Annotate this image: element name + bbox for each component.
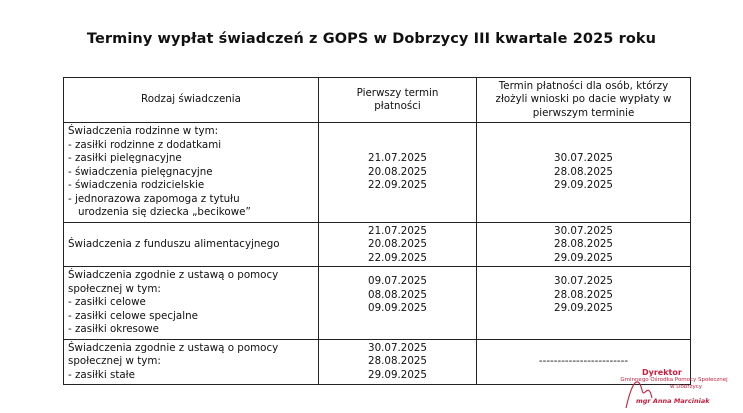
- late-term-cell: [477, 267, 691, 340]
- benefit-type-cell: [64, 267, 319, 340]
- benefit-line: Świadczenia zgodnie z ustawą o pomocy: [68, 269, 279, 281]
- benefit-line: Świadczenia rodzinne w tym:: [68, 125, 219, 137]
- benefit-type-cell: [64, 123, 319, 223]
- benefit-line: - zasiłki pielęgnacyjne: [68, 152, 182, 164]
- benefit-type-cell: [64, 339, 319, 385]
- no-date-dash: ------------------------: [538, 355, 629, 367]
- stamp-name: mgr Anna Marciniak: [636, 397, 710, 405]
- benefit-line: - jednorazowa zapomoga z tytułu: [68, 192, 240, 205]
- benefit-line: - świadczenia pielęgnacyjne: [68, 165, 213, 178]
- benefit-line: - świadczenia rodzicielskie: [68, 179, 205, 191]
- header-late-term-line: pierwszym terminie: [532, 106, 635, 119]
- first-term-cell: [319, 222, 477, 267]
- benefit-line: - zasiłki okresowe: [68, 323, 159, 335]
- stamp-title: Dyrektor: [642, 368, 682, 377]
- table-row: [64, 222, 691, 267]
- header-first-term-line: Pierwszy termin: [356, 86, 439, 99]
- date-value: 29.09.2025: [368, 368, 427, 381]
- first-term-cell: [319, 267, 477, 340]
- benefit-line: urodzenia się dziecka „becikowe”: [78, 206, 251, 218]
- late-term-cell: [477, 123, 691, 223]
- date-value: 20.08.2025: [368, 238, 427, 250]
- benefit-line: - zasiłki rodzinne z dodatkami: [68, 138, 222, 151]
- payment-schedule-table: [63, 77, 691, 385]
- first-term-cell: [319, 339, 477, 385]
- benefit-line: - zasiłki stałe: [68, 368, 135, 381]
- date-value: 28.08.2025: [554, 165, 613, 178]
- date-value: 29.09.2025: [554, 179, 613, 191]
- table-row: [64, 339, 691, 385]
- benefit-line: - zasiłki celowe specjalne: [68, 309, 198, 322]
- date-value: 20.08.2025: [368, 165, 427, 178]
- header-late-term-line: Termin płatności dla osób, którzy: [498, 79, 669, 92]
- date-value: 21.07.2025: [368, 224, 427, 237]
- benefit-line: Świadczenia z funduszu alimentacyjnego: [68, 237, 280, 250]
- page-title: Terminy wypłat świadczeń z GOPS w Dobrzycy III kwartale 2025 roku: [86, 31, 657, 47]
- date-value: 28.08.2025: [554, 288, 613, 301]
- date-value: 29.09.2025: [554, 251, 613, 264]
- date-value: 21.07.2025: [368, 152, 427, 164]
- benefit-line: - zasiłki celowe: [68, 296, 146, 308]
- date-value: 22.09.2025: [368, 251, 427, 264]
- header-late-term: [477, 78, 691, 123]
- date-value: 22.09.2025: [368, 179, 427, 191]
- date-value: 28.08.2025: [368, 355, 427, 367]
- header-late-term-line: złożyli wnioski po dacie wypłaty w: [495, 93, 672, 106]
- header-first-term: [319, 78, 477, 123]
- late-term-cell: [477, 222, 691, 267]
- director-stamp: [606, 368, 742, 412]
- date-value: 30.07.2025: [554, 224, 613, 237]
- date-value: 09.09.2025: [368, 302, 427, 314]
- date-value: 30.07.2025: [554, 275, 613, 287]
- date-value: 09.07.2025: [368, 275, 427, 287]
- benefit-type-cell: [64, 222, 319, 267]
- benefit-line: społecznej w tym:: [68, 282, 161, 295]
- benefit-line: Świadczenia zgodnie z ustawą o pomocy: [68, 341, 279, 354]
- table-row: [64, 123, 691, 223]
- date-value: 30.07.2025: [368, 341, 427, 354]
- table-header-row: [64, 78, 691, 123]
- date-value: 28.08.2025: [554, 238, 613, 250]
- first-term-cell: [319, 123, 477, 223]
- table-row: [64, 267, 691, 340]
- stamp-location: w Dobrzycy: [670, 384, 703, 390]
- benefit-line: społecznej w tym:: [68, 355, 161, 367]
- date-value: 29.09.2025: [554, 302, 613, 314]
- date-value: 08.08.2025: [368, 288, 427, 301]
- stamp-institution: Gminnego Ośrodka Pomocy Społecznej: [620, 377, 728, 383]
- header-benefit-type: Rodzaj świadczenia: [64, 78, 319, 123]
- date-value: 30.07.2025: [554, 152, 613, 164]
- header-first-term-line: płatności: [374, 100, 421, 112]
